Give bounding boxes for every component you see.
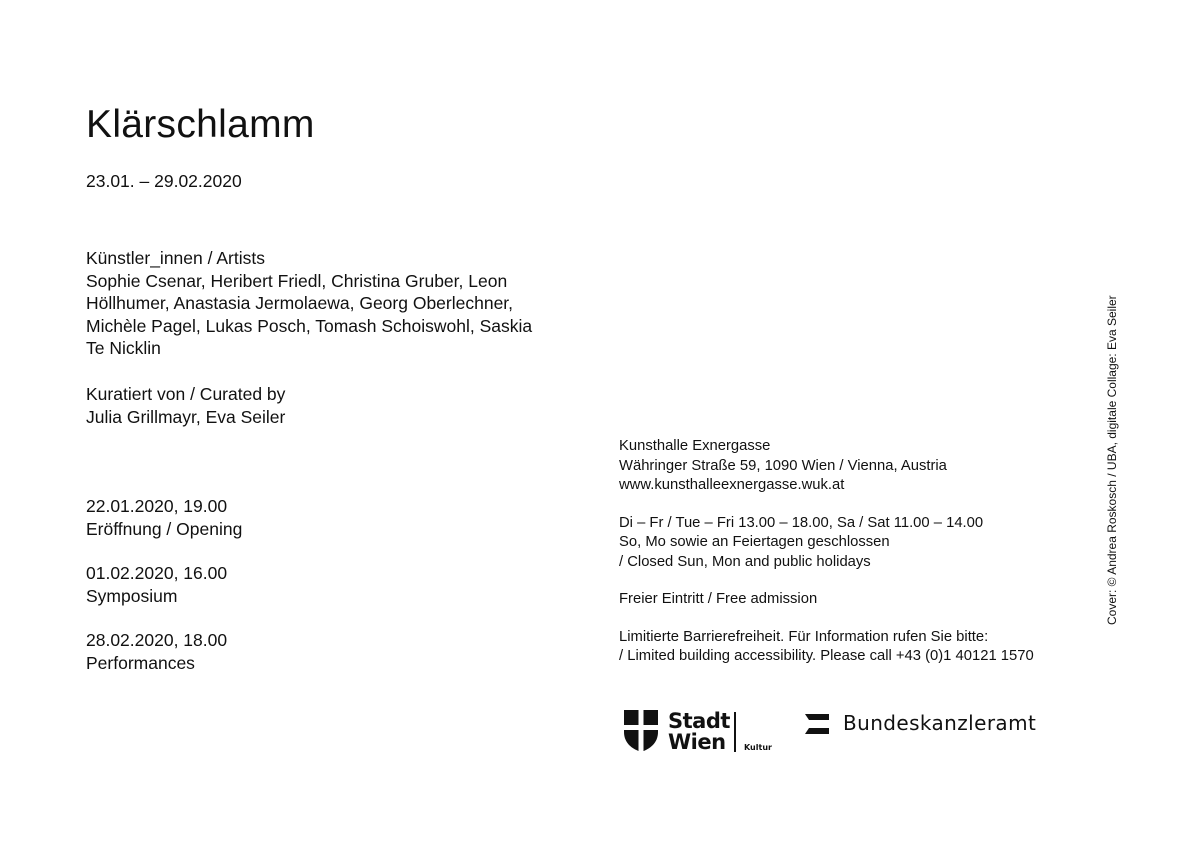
venue-address-block xyxy=(619,437,1089,496)
admission-text: Freier Eintritt / Free admission xyxy=(619,591,818,607)
cover-credit: Cover: © Andrea Roskosch / UBA, digitale Collage: Eva Seiler xyxy=(1105,295,1119,625)
austrian-flag-icon xyxy=(805,714,829,734)
event-datetime: 22.01.2020, 19.00 xyxy=(86,496,228,516)
artists-section xyxy=(86,247,566,360)
exhibition-dates: 23.01. – 29.02.2020 xyxy=(86,171,242,191)
bundeskanzleramt-wordmark: Bundeskanzleramt xyxy=(843,711,1037,735)
vienna-shield-icon xyxy=(624,710,658,752)
opening-hours xyxy=(619,514,1089,573)
accessibility-line: / Limited building accessibility. Please call +43 (0)1 40121 1570 xyxy=(619,648,1034,664)
stadt-wien-wordmark xyxy=(668,711,730,753)
stadt-wien-line2: Wien xyxy=(668,730,726,754)
logo-divider xyxy=(734,712,736,752)
artists-line: Te Nicklin xyxy=(86,338,161,359)
event-item xyxy=(86,562,486,607)
artists-line: Michèle Pagel, Lukas Posch, Tomash Schoiswohl, Saskia xyxy=(86,315,533,336)
hours-line: Di – Fr / Tue – Fri 13.00 – 18.00, Sa / Sat 11.00 – 14.00 xyxy=(619,514,984,531)
page-title: Klärschlamm xyxy=(86,103,315,146)
event-item xyxy=(86,629,486,674)
venue-website-link[interactable]: www.kunsthalleexnergasse.wuk.at xyxy=(619,477,845,493)
accessibility-info xyxy=(619,628,1089,667)
event-item xyxy=(86,495,486,540)
events-list xyxy=(86,495,486,697)
curators-names: Julia Grillmayr, Eva Seiler xyxy=(86,406,286,427)
kultur-label: Kultur xyxy=(744,743,772,752)
stadt-wien-line1: Stadt xyxy=(668,709,730,733)
venue-name: Kunsthalle Exnergasse xyxy=(619,438,771,454)
curators-heading: Kuratiert von / Curated by xyxy=(86,384,286,404)
venue-info xyxy=(619,437,1089,685)
artists-heading: Künstler_innen / Artists xyxy=(86,248,265,268)
event-label: Symposium xyxy=(86,585,178,606)
artists-line: Höllhumer, Anastasia Jermolaewa, Georg Oberlechner, xyxy=(86,293,514,314)
accessibility-line: Limitierte Barrierefreiheit. Für Information rufen Sie bitte: xyxy=(619,628,989,645)
admission-info xyxy=(619,590,1089,610)
artists-line: Sophie Csenar, Heribert Friedl, Christina Gruber, Leon xyxy=(86,270,508,291)
curators-section xyxy=(86,383,566,428)
event-datetime: 28.02.2020, 18.00 xyxy=(86,630,228,651)
venue-address: Währinger Straße 59, 1090 Wien / Vienna, Austria xyxy=(619,457,947,474)
event-label: Eröffnung / Opening xyxy=(86,518,243,539)
hours-line: So, Mo sowie an Feiertagen geschlossen xyxy=(619,534,890,550)
stadt-wien-logo xyxy=(624,710,774,760)
hours-line: / Closed Sun, Mon and public holidays xyxy=(619,553,871,570)
event-label: Performances xyxy=(86,652,195,673)
event-datetime: 01.02.2020, 16.00 xyxy=(86,563,228,584)
